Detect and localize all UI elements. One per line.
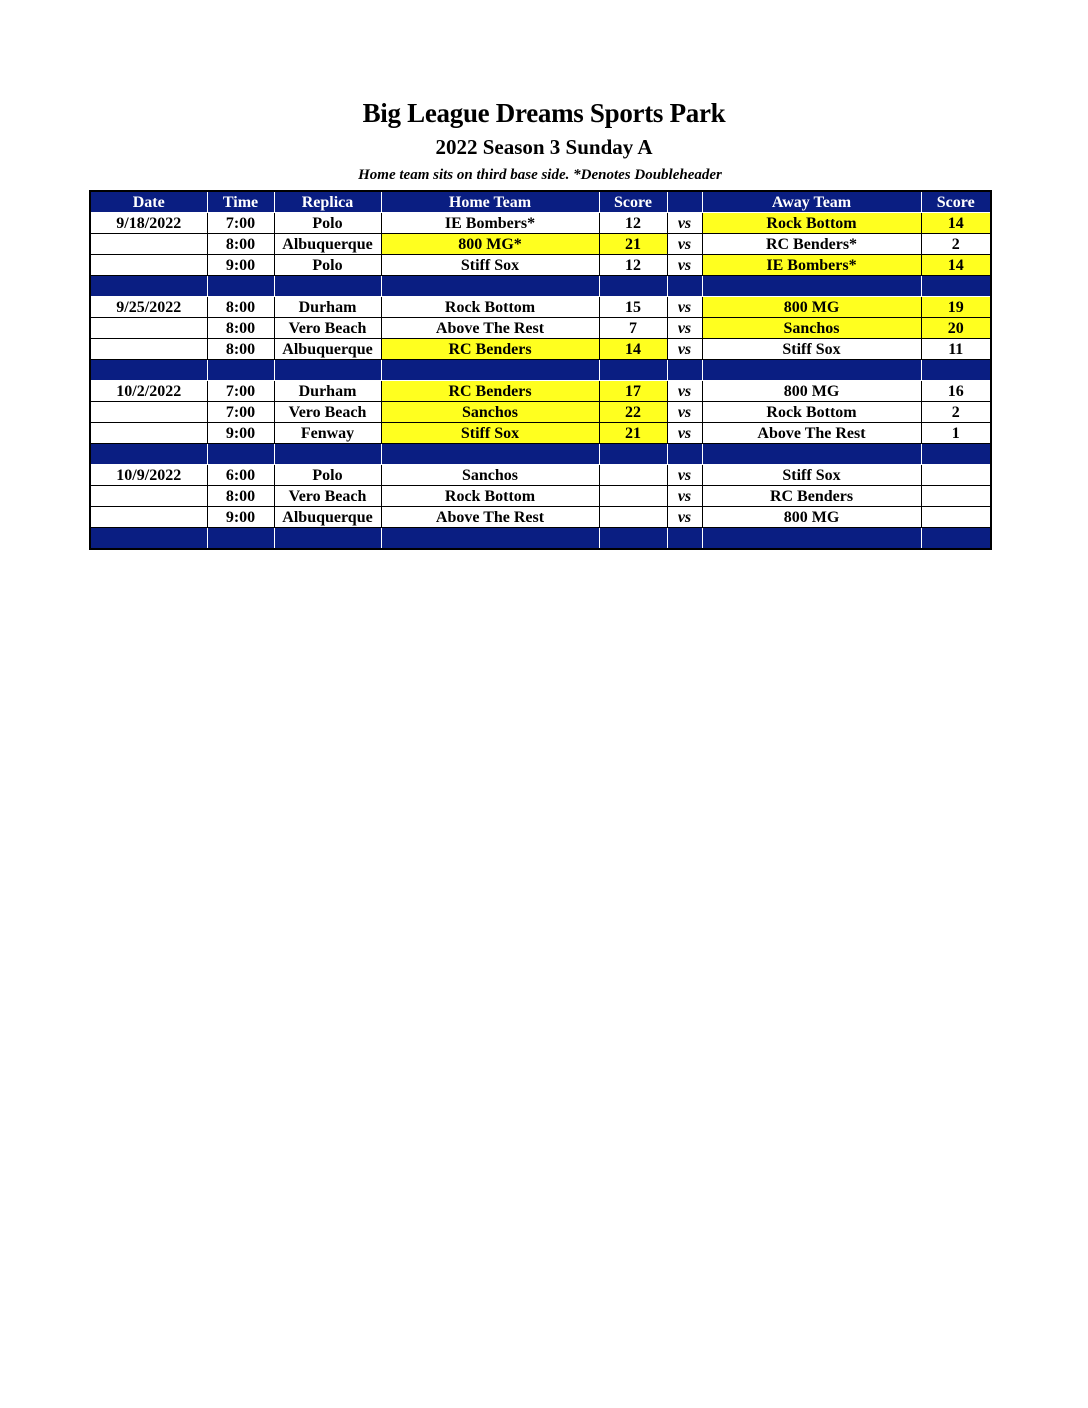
header-replica: Replica [274,191,381,213]
week-separator-row [90,276,991,297]
week-separator-row [90,444,991,465]
date-cell [90,486,207,507]
vs-cell: vs [667,234,702,255]
away-team-cell: 800 MG [702,381,921,402]
separator-cell [667,444,702,465]
table-row [90,318,991,339]
separator-cell [599,276,667,297]
replica-cell: Albuquerque [274,339,381,360]
home-team-cell: Rock Bottom [381,297,599,318]
separator-cell [381,276,599,297]
away-score-cell [921,486,991,507]
replica-cell: Polo [274,213,381,234]
home-score-cell [599,486,667,507]
separator-cell [921,528,991,550]
header-home-score: Score [599,191,667,213]
away-score-cell: 14 [921,213,991,234]
separator-cell [90,528,207,550]
replica-cell: Durham [274,381,381,402]
away-team-cell: 800 MG [702,507,921,528]
header-home-team: Home Team [381,191,599,213]
home-team-cell: Sanchos [381,465,599,486]
away-team-cell: Rock Bottom [702,402,921,423]
away-score-cell: 20 [921,318,991,339]
away-score-cell: 1 [921,423,991,444]
replica-cell: Vero Beach [274,402,381,423]
separator-cell [90,360,207,381]
replica-cell: Fenway [274,423,381,444]
away-team-cell: Stiff Sox [702,465,921,486]
page-subtitle: 2022 Season 3 Sunday A [435,135,653,159]
away-score-cell: 16 [921,381,991,402]
table-row [90,423,991,444]
replica-cell: Polo [274,255,381,276]
separator-cell [381,360,599,381]
home-score-cell [599,507,667,528]
table-row [90,234,991,255]
schedule-note: Home team sits on third base side. *Denotes Doubleheader [358,167,722,183]
table-row [90,486,991,507]
separator-cell [921,276,991,297]
away-team-cell: IE Bombers* [702,255,921,276]
date-cell: 9/25/2022 [90,297,207,318]
time-cell: 8:00 [207,297,274,318]
away-team-cell: Sanchos [702,318,921,339]
table-row [90,297,991,318]
header-row [90,191,991,213]
table-row [90,381,991,402]
home-team-cell: Stiff Sox [381,423,599,444]
home-score-cell: 14 [599,339,667,360]
home-score-cell: 17 [599,381,667,402]
home-team-cell: 800 MG* [381,234,599,255]
away-score-cell: 2 [921,234,991,255]
separator-cell [702,528,921,550]
home-team-cell: RC Benders [381,381,599,402]
header-date: Date [90,191,207,213]
separator-cell [207,528,274,550]
home-team-cell: RC Benders [381,339,599,360]
table-row [90,255,991,276]
separator-cell [274,276,381,297]
separator-cell [702,276,921,297]
replica-cell: Vero Beach [274,486,381,507]
vs-cell: vs [667,423,702,444]
date-cell: 9/18/2022 [90,213,207,234]
date-cell [90,318,207,339]
away-team-cell: Rock Bottom [702,213,921,234]
table-row [90,507,991,528]
separator-cell [702,360,921,381]
away-score-cell: 19 [921,297,991,318]
date-cell [90,423,207,444]
home-team-cell: Above The Rest [381,507,599,528]
away-score-cell [921,507,991,528]
home-score-cell: 12 [599,255,667,276]
date-cell: 10/2/2022 [90,381,207,402]
date-cell [90,255,207,276]
separator-cell [667,528,702,550]
week-separator-row [90,360,991,381]
date-cell: 10/9/2022 [90,465,207,486]
table-row [90,213,991,234]
date-cell [90,234,207,255]
page-title: Big League Dreams Sports Park [362,98,726,128]
home-score-cell: 15 [599,297,667,318]
time-cell: 6:00 [207,465,274,486]
away-team-cell: RC Benders [702,486,921,507]
away-score-cell: 11 [921,339,991,360]
week-separator-row [90,528,991,550]
time-cell: 9:00 [207,507,274,528]
home-team-cell: Above The Rest [381,318,599,339]
vs-cell: vs [667,486,702,507]
vs-cell: vs [667,381,702,402]
separator-cell [599,360,667,381]
home-score-cell: 12 [599,213,667,234]
separator-cell [599,444,667,465]
vs-cell: vs [667,213,702,234]
vs-cell: vs [667,465,702,486]
home-team-cell: IE Bombers* [381,213,599,234]
away-team-cell: 800 MG [702,297,921,318]
away-team-cell: Above The Rest [702,423,921,444]
separator-cell [381,528,599,550]
vs-cell: vs [667,402,702,423]
away-score-cell: 2 [921,402,991,423]
vs-cell: vs [667,255,702,276]
home-score-cell: 21 [599,234,667,255]
separator-cell [90,276,207,297]
separator-cell [207,276,274,297]
separator-cell [207,360,274,381]
replica-cell: Albuquerque [274,507,381,528]
separator-cell [921,360,991,381]
replica-cell: Polo [274,465,381,486]
vs-cell: vs [667,318,702,339]
away-score-cell: 14 [921,255,991,276]
date-cell [90,507,207,528]
table-row [90,465,991,486]
time-cell: 7:00 [207,402,274,423]
header-away-team: Away Team [702,191,921,213]
home-score-cell [599,465,667,486]
header-away-score: Score [921,191,991,213]
schedule-table [89,190,992,550]
separator-cell [274,444,381,465]
separator-cell [207,444,274,465]
away-score-cell [921,465,991,486]
date-cell [90,339,207,360]
time-cell: 8:00 [207,234,274,255]
home-team-cell: Sanchos [381,402,599,423]
separator-cell [667,276,702,297]
separator-cell [702,444,921,465]
home-score-cell: 22 [599,402,667,423]
header-vs [667,191,702,213]
replica-cell: Durham [274,297,381,318]
time-cell: 8:00 [207,339,274,360]
separator-cell [921,444,991,465]
time-cell: 8:00 [207,318,274,339]
time-cell: 9:00 [207,255,274,276]
table-row [90,402,991,423]
vs-cell: vs [667,297,702,318]
time-cell: 8:00 [207,486,274,507]
table-row [90,339,991,360]
separator-cell [274,360,381,381]
away-team-cell: Stiff Sox [702,339,921,360]
home-score-cell: 7 [599,318,667,339]
separator-cell [274,528,381,550]
separator-cell [381,444,599,465]
home-score-cell: 21 [599,423,667,444]
away-team-cell: RC Benders* [702,234,921,255]
separator-cell [599,528,667,550]
schedule-body [90,213,991,550]
separator-cell [667,360,702,381]
time-cell: 7:00 [207,381,274,402]
home-team-cell: Rock Bottom [381,486,599,507]
date-cell [90,402,207,423]
time-cell: 9:00 [207,423,274,444]
replica-cell: Albuquerque [274,234,381,255]
vs-cell: vs [667,507,702,528]
vs-cell: vs [667,339,702,360]
time-cell: 7:00 [207,213,274,234]
home-team-cell: Stiff Sox [381,255,599,276]
header-time: Time [207,191,274,213]
replica-cell: Vero Beach [274,318,381,339]
separator-cell [90,444,207,465]
